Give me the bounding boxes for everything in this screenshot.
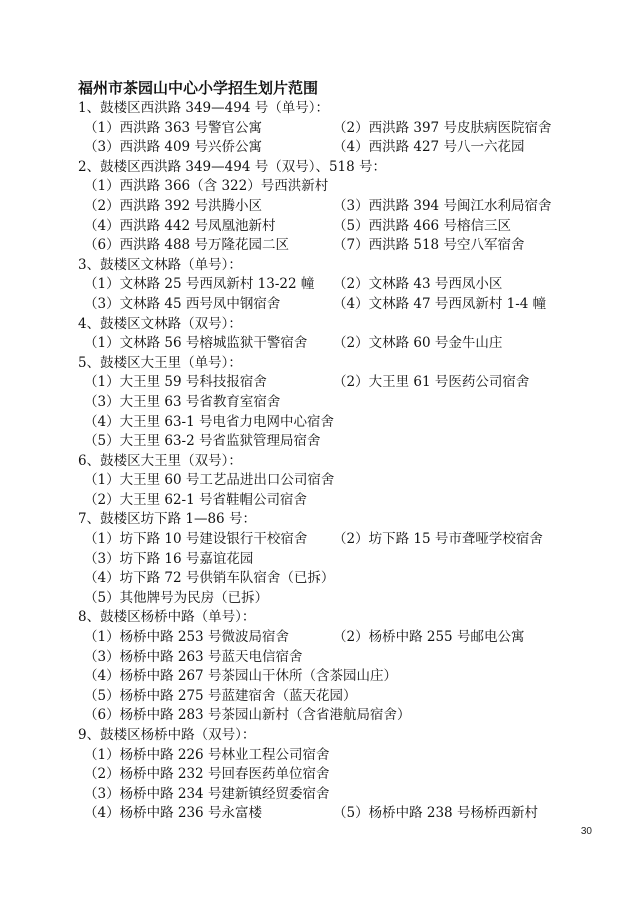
item-col-1: （3）杨桥中路 234 号建新镇经贸委宿舍 xyxy=(84,785,330,802)
list-item xyxy=(78,334,598,354)
item-col-1: （3）西洪路 409 号兴侨公寓 xyxy=(84,139,262,156)
item-col-1: （1）文林路 25 号西凤新村 13-22 幢 xyxy=(84,276,315,293)
list-item xyxy=(78,177,598,197)
list-item xyxy=(78,119,598,139)
list-item xyxy=(78,275,598,295)
item-col-1: （3）杨桥中路 263 号蓝天电信宿舍 xyxy=(84,648,303,665)
section-heading: 5、鼓楼区大王里（单号）： xyxy=(78,354,242,371)
item-col-1: （2）西洪路 392 号洪腾小区 xyxy=(84,197,262,214)
section-heading: 6、鼓楼区大王里（双号）： xyxy=(78,452,242,469)
list-item xyxy=(78,569,598,589)
item-col-2: （5）杨桥中路 238 号杨桥西新村 xyxy=(333,805,538,822)
item-col-1: （4）杨桥中路 236 号永富楼 xyxy=(84,805,262,822)
item-col-2: （2）大王里 61 号医药公司宿舍 xyxy=(333,374,530,391)
item-col-1: （4）坊下路 72 号供销车队宿舍（已拆） xyxy=(84,570,335,587)
item-col-1: （6）西洪路 488 号万隆花园二区 xyxy=(84,237,289,254)
list-item xyxy=(78,785,598,805)
list-item xyxy=(78,550,598,570)
item-col-2: （2）杨桥中路 255 号邮电公寓 xyxy=(333,629,525,646)
item-col-2: （4）文林路 47 号西凤新村 1-4 幢 xyxy=(333,295,547,312)
enrollment-area-list xyxy=(78,99,598,824)
list-item xyxy=(78,804,598,824)
item-col-1: （1）杨桥中路 253 号微波局宿舍 xyxy=(84,629,289,646)
item-col-2: （4）西洪路 427 号八一六花园 xyxy=(333,139,525,156)
section-heading: 4、鼓楼区文林路（双号）： xyxy=(78,315,242,332)
item-col-1: （1）坊下路 10 号建设银行干校宿舍 xyxy=(84,531,308,548)
section-heading: 2、鼓楼区西洪路 349—494 号（双号）、518 号： xyxy=(78,158,387,175)
item-col-1: （1）文林路 56 号榕城监狱干警宿舍 xyxy=(84,335,308,352)
item-col-1: （4）大王里 63-1 号电省力电网中心宿舍 xyxy=(84,413,335,430)
section-heading: 1、鼓楼区西洪路 349—494 号（单号）： xyxy=(78,100,329,116)
list-item xyxy=(78,393,598,413)
list-item xyxy=(78,217,598,237)
item-col-1: （5）其他牌号为民房（已拆） xyxy=(84,589,269,606)
item-col-1: （4）西洪路 442 号凤凰池新村 xyxy=(84,217,276,234)
page-number: 30 xyxy=(580,826,592,837)
list-item xyxy=(78,491,598,511)
list-item xyxy=(78,746,598,766)
item-col-1: （1）大王里 60 号工艺品进出口公司宿舍 xyxy=(84,472,335,489)
list-item xyxy=(78,589,598,609)
item-col-2: （2）文林路 43 号西凤小区 xyxy=(333,276,503,293)
item-col-1: （1）西洪路 366（含 322）号西洪新村 xyxy=(84,178,329,195)
list-item xyxy=(78,236,598,256)
item-col-2: （2）坊下路 15 号市聋哑学校宿舍 xyxy=(333,531,543,548)
item-col-1: （3）大王里 63 号省教育室宿舍 xyxy=(84,393,281,410)
list-item xyxy=(78,530,598,550)
item-col-1: （3）坊下路 16 号嘉谊花园 xyxy=(84,550,254,567)
item-col-1: （1）西洪路 363 号警官公寓 xyxy=(84,119,262,136)
section-heading: 7、鼓楼区坊下路 1—86 号： xyxy=(78,511,256,528)
item-col-2: （2）文林路 60 号金牛山庄 xyxy=(333,335,503,352)
item-col-1: （2）大王里 62-1 号省鞋帽公司宿舍 xyxy=(84,491,308,508)
page-title: 福州市茶园山中心小学招生划片范围 xyxy=(78,79,319,97)
list-item xyxy=(78,667,598,687)
list-item xyxy=(78,295,598,315)
section-heading: 8、鼓楼区杨桥中路（单号）： xyxy=(78,609,256,626)
item-col-1: （4）杨桥中路 267 号茶园山干休所（含茶园山庄） xyxy=(84,668,397,685)
item-col-2: （5）西洪路 466 号榕信三区 xyxy=(333,217,511,234)
item-col-2: （3）西洪路 394 号闽江水利局宿舍 xyxy=(333,197,552,214)
item-col-2: （7）西洪路 518 号空八军宿舍 xyxy=(333,237,525,254)
list-item xyxy=(78,471,598,491)
list-item xyxy=(78,628,598,648)
list-item xyxy=(78,197,598,217)
list-item xyxy=(78,706,598,726)
item-col-1: （6）杨桥中路 283 号茶园山新村（含省港航局宿舍） xyxy=(84,707,411,724)
section-heading: 3、鼓楼区文林路（单号）： xyxy=(78,256,242,273)
list-item xyxy=(78,687,598,707)
item-col-1: （1）大王里 59 号科技报宿舍 xyxy=(84,374,267,391)
list-item xyxy=(78,765,598,785)
item-col-1: （3）文林路 45 西号凤中钢宿舍 xyxy=(84,295,281,312)
list-item xyxy=(78,373,598,393)
item-col-1: （5）大王里 63-2 号省监狱管理局宿舍 xyxy=(84,433,321,450)
item-col-2: （2）西洪路 397 号皮肤病医院宿舍 xyxy=(333,119,552,136)
item-col-1: （5）杨桥中路 275 号蓝建宿舍（蓝天花园） xyxy=(84,687,357,704)
list-item xyxy=(78,413,598,433)
list-item xyxy=(78,138,598,158)
item-col-1: （2）杨桥中路 232 号回春医药单位宿舍 xyxy=(84,766,330,783)
item-col-1: （1）杨桥中路 226 号林业工程公司宿舍 xyxy=(84,746,330,763)
list-item xyxy=(78,432,598,452)
section-heading: 9、鼓楼区杨桥中路（双号）： xyxy=(78,727,256,743)
list-item xyxy=(78,648,598,668)
